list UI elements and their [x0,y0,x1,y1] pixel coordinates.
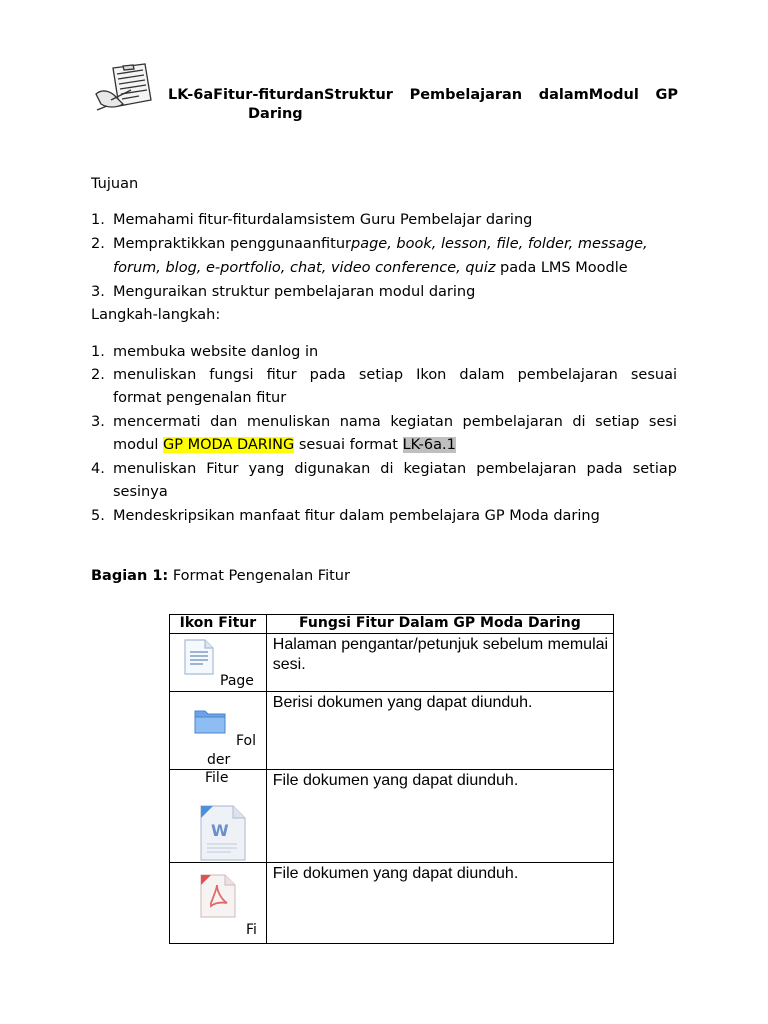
table-header-row [170,615,614,634]
list-number: 2. [91,236,105,252]
text: modul [113,437,164,453]
word: pada [586,461,623,477]
word: di [572,414,586,430]
text: pada LMS Moodle [495,260,628,276]
word: Fitur [206,461,239,477]
list-number: 4. [91,461,105,477]
list-number: 5. [91,508,105,524]
title-part: Pembelajaran [409,87,523,103]
clipboard-writing-icon [93,62,161,112]
word: kegiatan [403,461,467,477]
table-row [170,770,614,863]
word: setiap [358,367,404,383]
tujuan-item-2-line1 [113,236,677,252]
text: Mempraktikkan penggunaanfitur [113,236,351,252]
icon-label: der [207,752,231,768]
title-part: GP [655,87,678,103]
icon-label: Fol [236,733,257,749]
list-number: 1. [91,212,105,228]
icon-cell [170,634,267,692]
icon-cell [170,863,267,944]
word: digunakan [294,461,371,477]
word: setiap [632,461,677,477]
tujuan-item-1: Memahami fitur-fiturdalamsistem Guru Pembelajar daring [113,212,533,228]
folder-icon [193,706,227,736]
text-italic: page, book, lesson, file, folder, message, [350,236,648,252]
icon-cell [170,692,267,770]
list-number: 1. [91,344,105,360]
word: yang [248,461,285,477]
list-number: 2. [91,367,105,383]
function-cell: File dokumen yang dapat diunduh. [266,770,613,863]
word-file-icon [197,804,247,862]
word: nama [339,414,381,430]
text-italic: forum, blog, e-portfolio, chat, video conference, quiz [113,260,496,276]
word: dalam [459,367,505,383]
word: menuliskan [113,461,197,477]
word: pembelajaran [517,367,618,383]
word: pada [309,367,346,383]
word: pembelajaran [476,461,577,477]
function-cell: File dokumen yang dapat diunduh. [266,863,613,944]
icon-label: Fi [246,922,257,938]
svg-text:W: W [211,821,229,840]
feature-table [169,614,614,944]
langkah-item-4-line2: sesinya [113,484,168,500]
highlight-gp-moda-daring: GP MODA DARING [163,437,295,453]
word: menuliskan [113,367,197,383]
list-number: 3. [91,284,105,300]
langkah-item-3-line2 [113,437,456,453]
word: di [380,461,394,477]
word: pembelajaran [462,414,563,430]
langkah-item-1: membuka website danlog in [113,344,319,360]
word: menuliskan [246,414,331,430]
column-header: Fungsi Fitur Dalam GP Moda Daring [266,615,613,634]
langkah-item-5: Mendeskripsikan manfaat fitur dalam pembelajara GP Moda daring [113,508,600,524]
table-row [170,692,614,770]
word: kegiatan [390,414,454,430]
word: dan [210,414,238,430]
title-line2: Daring [248,106,303,122]
langkah-heading: Langkah-langkah: [91,307,221,323]
page-icon [183,638,215,676]
title-part: dalamModul [538,87,639,103]
function-cell: Berisi dokumen yang dapat diunduh. [266,692,613,770]
icon-label: Page [220,673,254,689]
word: sesuai [630,367,677,383]
pdf-file-icon [197,873,237,919]
tujuan-item-3: Menguraikan struktur pembelajaran modul daring [113,284,476,300]
tujuan-item-2-line2 [113,260,628,276]
word: mencermati [113,414,201,430]
bagian-heading [91,568,350,584]
word: Ikon [416,367,447,383]
document-title [168,86,678,124]
tujuan-heading: Tujuan [91,176,139,192]
icon-cell [170,770,267,863]
list-number: 3. [91,414,105,430]
bagian-label: Bagian 1: [91,568,169,584]
langkah-item-3-line1 [113,414,677,430]
word: fungsi [209,367,254,383]
table-row [170,863,614,944]
function-cell: Halaman pengantar/petunjuk sebelum memulai sesi. [266,634,613,692]
langkah-item-2-line1 [113,367,677,383]
bagian-text: Format Pengenalan Fitur [168,568,350,584]
column-header: Ikon Fitur [170,615,267,634]
word: sesi [648,414,677,430]
highlight-format-code: LK-6a.1 [402,437,456,453]
word: fitur [266,367,297,383]
text: sesuai format [294,437,403,453]
langkah-item-4-line1 [113,461,677,477]
title-part: LK-6aFitur-fiturdanStruktur [168,87,393,103]
langkah-item-2-line2: format pengenalan fitur [113,390,287,406]
icon-label: File [205,770,229,786]
table-row [170,634,614,692]
word: setiap [595,414,640,430]
